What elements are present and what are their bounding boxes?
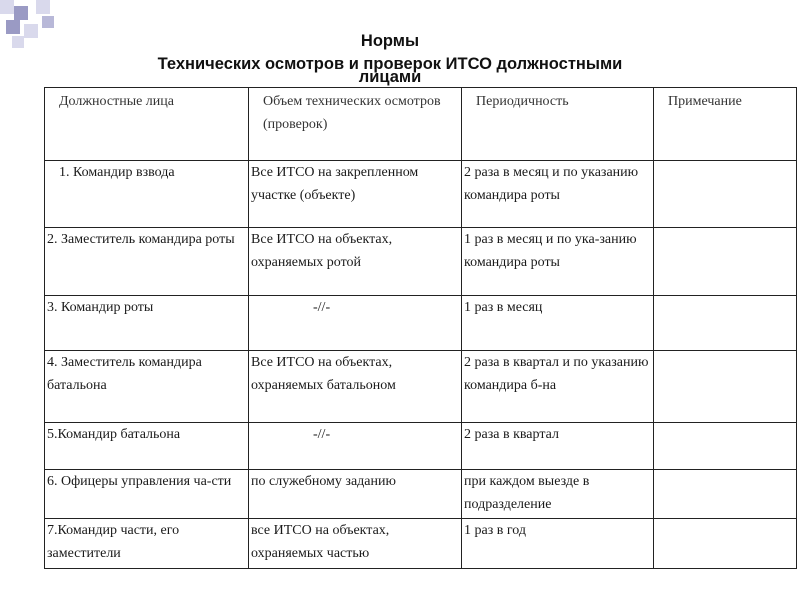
page-title [100, 30, 680, 89]
cell-scope: все ИТСО на объектах, охраняемых частью [249, 519, 462, 569]
cell-official: 4. Заместитель командира батальона [45, 351, 249, 423]
title-line-3: лицами [358, 68, 422, 86]
cell-official: 1. Командир взвода [45, 161, 249, 228]
norms-table [44, 87, 797, 569]
table-row [45, 519, 797, 569]
cell-note [654, 161, 797, 228]
table-row [45, 296, 797, 351]
cell-scope: Все ИТСО на закрепленном участке (объекте) [249, 161, 462, 228]
cell-periodicity: 2 раза в месяц и по указанию командира роты [462, 161, 654, 228]
cell-official: 7.Командир части, его заместители [45, 519, 249, 569]
cell-note [654, 519, 797, 569]
decorative-squares [0, 0, 60, 50]
cell-periodicity: 2 раза в квартал и по указанию командира б-на [462, 351, 654, 423]
cell-scope: по служебному заданию [249, 470, 462, 519]
cell-official: 6. Офицеры управления ча-сти [45, 470, 249, 519]
table-row [45, 228, 797, 296]
cell-periodicity: 1 раз в месяц и по ука-занию командира роты [462, 228, 654, 296]
cell-note [654, 296, 797, 351]
cell-note [654, 470, 797, 519]
cell-note [654, 228, 797, 296]
table-row [45, 423, 797, 470]
cell-official: 5.Командир батальона [45, 423, 249, 470]
title-line-2: Технических осмотров и проверок ИТСО должностными [157, 55, 623, 73]
table-header-row [45, 88, 797, 161]
title-line-1: Нормы [360, 32, 420, 50]
header-scope: Объем технических осмотров (проверок) [249, 88, 462, 161]
cell-scope: Все ИТСО на объектах, охраняемых батальоном [249, 351, 462, 423]
header-officials: Должностные лица [45, 88, 249, 161]
table-row [45, 351, 797, 423]
cell-scope: -//- [249, 423, 462, 470]
table-row [45, 161, 797, 228]
cell-note [654, 423, 797, 470]
cell-periodicity: 1 раз в год [462, 519, 654, 569]
header-periodicity: Периодичность [462, 88, 654, 161]
cell-note [654, 351, 797, 423]
cell-official: 2. Заместитель командира роты [45, 228, 249, 296]
cell-scope: Все ИТСО на объектах, охраняемых ротой [249, 228, 462, 296]
header-note: Примечание [654, 88, 797, 161]
cell-scope: -//- [249, 296, 462, 351]
cell-periodicity: при каждом выезде в подразделение [462, 470, 654, 519]
table-row [45, 470, 797, 519]
cell-periodicity: 2 раза в квартал [462, 423, 654, 470]
cell-official: 3. Командир роты [45, 296, 249, 351]
cell-periodicity: 1 раз в месяц [462, 296, 654, 351]
